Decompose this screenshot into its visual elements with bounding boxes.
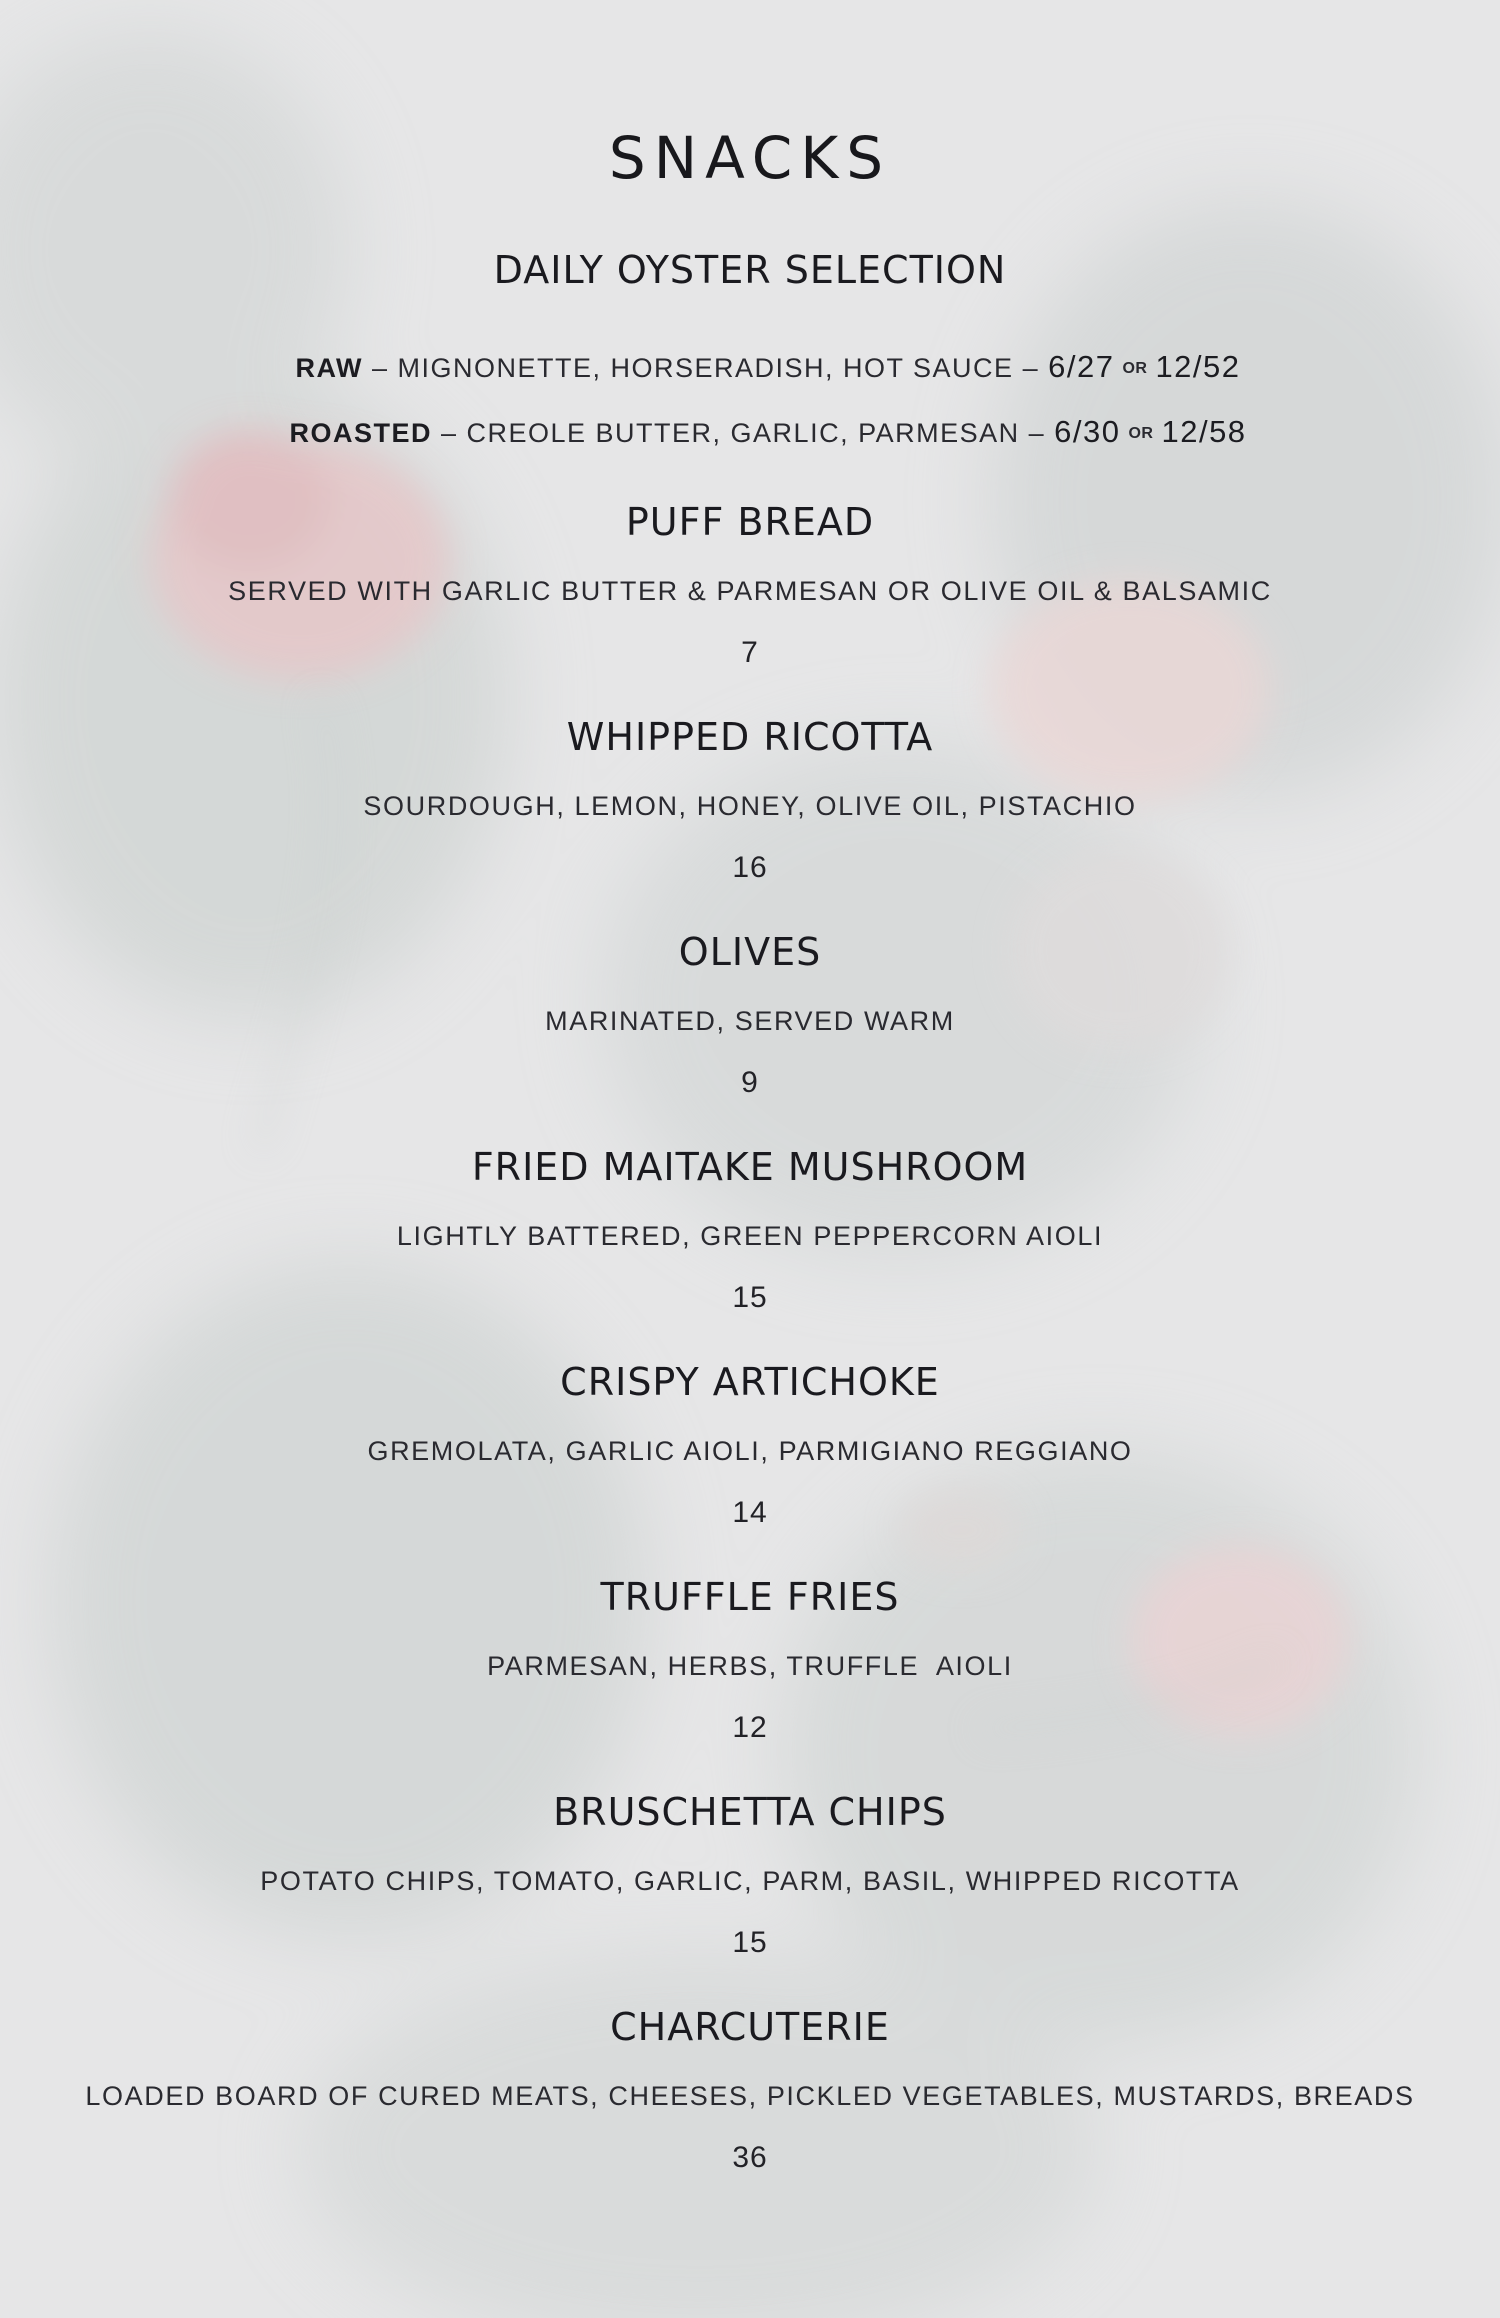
dish-price: 16 — [732, 851, 768, 884]
dish-description: LOADED BOARD OF CURED MEATS, CHEESES, PICKLED VEGETABLES, MUSTARDS, BREADS — [85, 2081, 1415, 2111]
dish-description: SERVED WITH GARLIC BUTTER & PARMESAN OR OLIVE OIL & BALSAMIC — [228, 576, 1272, 606]
dish-description: LIGHTLY BATTERED, GREEN PEPPERCORN AIOLI — [396, 1221, 1104, 1251]
dish-price: 36 — [732, 2141, 768, 2174]
oyster-roasted-price-half-dozen: 6/30 — [1054, 414, 1121, 449]
dish-description: GREMOLATA, GARLIC AIOLI, PARMIGIANO REGGIANO — [367, 1436, 1133, 1466]
dish-name: CHARCUTERIE — [610, 2005, 890, 2049]
oyster-section-title: DAILY OYSTER SELECTION — [493, 248, 1007, 292]
dish-price: 9 — [741, 1066, 759, 1099]
dish-name: CRISPY ARTICHOKE — [560, 1360, 940, 1404]
dish-description: PARMESAN, HERBS, TRUFFLE AIOLI — [487, 1651, 1013, 1681]
oyster-raw-price-half-dozen: 6/27 — [1048, 349, 1115, 384]
dish-name: TRUFFLE FRIES — [600, 1575, 900, 1619]
oyster-raw-label: RAW — [295, 353, 363, 383]
oyster-roasted-line — [0, 383, 1500, 481]
oyster-roasted-label: ROASTED — [289, 418, 432, 448]
oyster-roasted-price-dozen: 12/58 — [1161, 414, 1247, 449]
dish-price: 15 — [732, 1926, 768, 1959]
dish-name: BRUSCHETTA CHIPS — [553, 1790, 947, 1834]
dish-name: WHIPPED RICOTTA — [566, 715, 934, 759]
oyster-roasted-or: OR — [1128, 425, 1154, 442]
dish-name: OLIVES — [678, 930, 822, 974]
dish-price: 14 — [732, 1496, 768, 1529]
oyster-raw-price-dozen: 12/52 — [1155, 349, 1241, 384]
dish-price: 15 — [732, 1281, 768, 1314]
dish-description: POTATO CHIPS, TOMATO, GARLIC, PARM, BASIL, WHIPPED RICOTTA — [260, 1866, 1240, 1896]
dish-name: FRIED MAITAKE MUSHROOM — [471, 1145, 1029, 1189]
oyster-roasted-details: – CREOLE BUTTER, GARLIC, PARMESAN – — [431, 418, 1055, 448]
menu-title: SNACKS — [608, 124, 892, 192]
dish-description: MARINATED, SERVED WARM — [545, 1006, 955, 1036]
oyster-raw-or: OR — [1122, 360, 1148, 377]
dish-name: PUFF BREAD — [625, 500, 875, 544]
dish-description: SOURDOUGH, LEMON, HONEY, OLIVE OIL, PISTACHIO — [363, 791, 1137, 821]
dish-price: 12 — [732, 1711, 768, 1744]
dish-price: 7 — [741, 636, 759, 669]
oyster-raw-details: – MIGNONETTE, HORSERADISH, HOT SAUCE – — [362, 353, 1049, 383]
